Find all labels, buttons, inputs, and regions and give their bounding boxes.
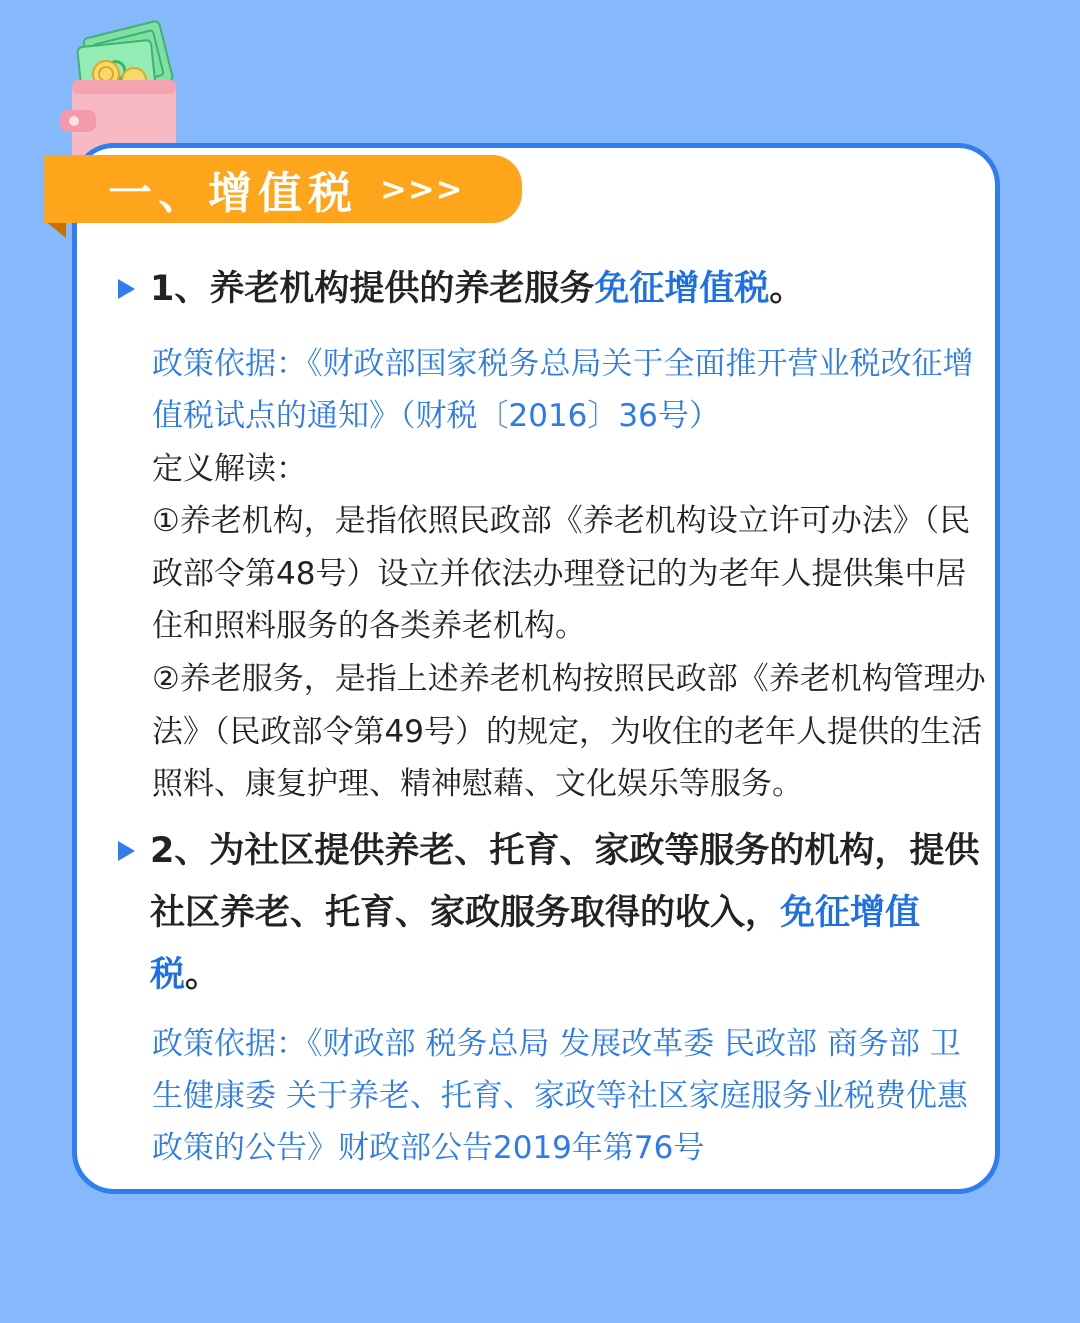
definition-point-2: ②养老服务，是指上述养老机构按照民政部《养老机构管理办法》（民政部令第49号）的规定，为收住的老年人提供的生活照料、康复护理、精神慰藉、文化娱乐等服务。 (152, 661, 986, 802)
triangle-bullet-icon (118, 820, 142, 882)
item-2-policy-basis: 政策依据：《财政部 税务总局 发展改革委 民政部 商务部 卫生健康委 关于养老、托育、家政等社区家庭服务业税费优惠政策的公告》财政部公告2019年第76号 (152, 1026, 968, 1166)
definition-point-1: ①养老机构，是指依照民政部《养老机构设立许可办法》（民政部令第48号）设立并依法办理登记的为老年人提供集中居住和照料服务的各类养老机构。 (152, 503, 971, 644)
triangle-bullet-icon (118, 258, 142, 320)
item-1-policy-basis: 政策依据：《财政部国家税务总局关于全面推开营业税改征增值税试点的通知》（财税〔2016〕36号） (152, 346, 974, 434)
policy-item-1 (118, 258, 988, 320)
definition-heading: 定义解读： (152, 451, 307, 487)
policy-item-2 (118, 820, 988, 1006)
item-1-prefix: 1、养老机构提供的养老服务 (150, 269, 595, 309)
section-title: 一、增值税 (108, 168, 358, 219)
policy-item-2-text (150, 820, 988, 1006)
item-2-prefix: 2、为社区提供养老、托育、家政等服务的机构，提供社区养老、托育、家政服务取得的收入， (150, 831, 980, 933)
item-2-highlight: 免征增值税 (150, 893, 921, 995)
item-1-highlight: 免征增值税 (594, 269, 770, 309)
chevrons-right-icon: >>> (380, 170, 464, 208)
item-1-suffix: 。 (769, 269, 805, 309)
section-banner (44, 155, 522, 223)
wallet-with-money-icon (52, 18, 182, 163)
item-2-suffix: 。 (185, 955, 221, 995)
policy-item-1-text (150, 258, 988, 320)
